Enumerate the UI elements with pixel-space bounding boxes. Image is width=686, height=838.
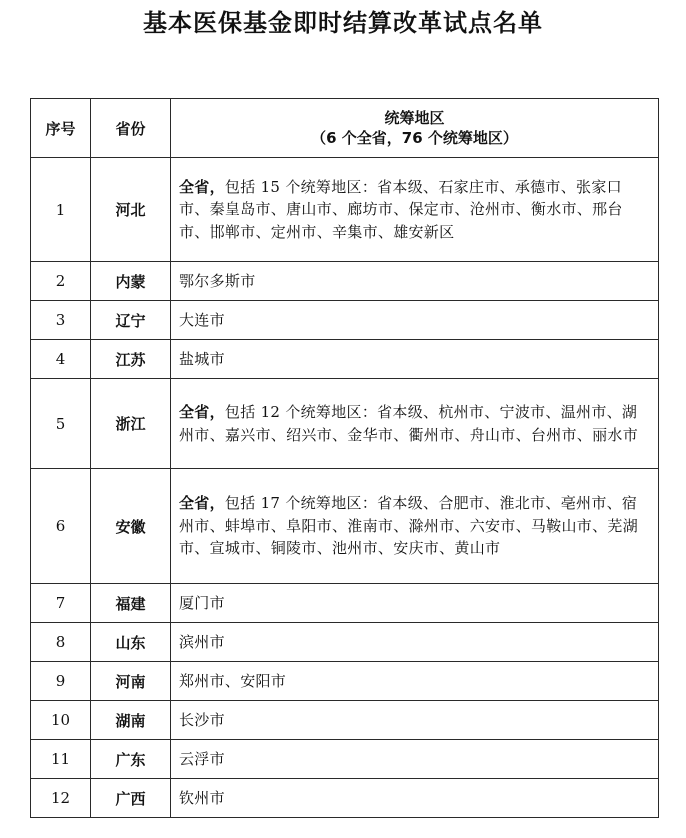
table-row — [31, 701, 659, 740]
header-area — [171, 99, 659, 158]
row-area-list: 鄂尔多斯市 — [179, 271, 256, 290]
row-areas — [171, 701, 659, 740]
table-row — [31, 262, 659, 301]
row-area-list: 包括 17 个统筹地区：省本级、合肥市、淮北市、亳州市、宿州市、蚌埠市、阜阳市、淮南市、滁州市、六安市、马鞍山市、芜湖市、宣城市、铜陵市、池州市、安庆市、黄山市 — [179, 494, 639, 558]
row-province: 湖南 — [91, 701, 171, 740]
row-index: 9 — [31, 662, 91, 701]
row-areas — [171, 623, 659, 662]
row-areas — [171, 379, 659, 469]
row-area-list: 盐城市 — [179, 349, 225, 368]
table-row — [31, 301, 659, 340]
row-area-list: 包括 12 个统筹地区：省本级、杭州市、宁波市、温州市、湖州市、嘉兴市、绍兴市、金华市、衢州市、舟山市、台州市、丽水市 — [179, 403, 639, 444]
row-index: 1 — [31, 158, 91, 262]
row-province: 江苏 — [91, 340, 171, 379]
row-index: 10 — [31, 701, 91, 740]
row-province: 安徽 — [91, 469, 171, 584]
pilot-list-table — [30, 98, 659, 818]
row-area-list: 长沙市 — [179, 710, 225, 729]
row-index: 8 — [31, 623, 91, 662]
row-areas — [171, 301, 659, 340]
row-area-list: 滨州市 — [179, 632, 225, 651]
header-area-title: 统筹地区 — [384, 109, 445, 127]
row-areas — [171, 262, 659, 301]
table-row — [31, 340, 659, 379]
row-province: 浙江 — [91, 379, 171, 469]
table-row — [31, 379, 659, 469]
row-index: 7 — [31, 584, 91, 623]
row-index: 5 — [31, 379, 91, 469]
row-area-lead: 全省， — [179, 177, 225, 196]
row-province: 内蒙 — [91, 262, 171, 301]
row-index: 2 — [31, 262, 91, 301]
row-index: 11 — [31, 740, 91, 779]
header-province: 省份 — [91, 99, 171, 158]
row-province: 辽宁 — [91, 301, 171, 340]
row-province: 河南 — [91, 662, 171, 701]
row-index: 3 — [31, 301, 91, 340]
header-area-subtitle: （6 个全省，76 个统筹地区） — [311, 129, 518, 147]
row-province: 山东 — [91, 623, 171, 662]
page-title: 基本医保基金即时结算改革试点名单 — [143, 9, 543, 37]
row-province: 广西 — [91, 779, 171, 818]
table-body — [31, 158, 659, 818]
row-area-list: 云浮市 — [179, 749, 225, 768]
table-header-row — [31, 99, 659, 158]
table-row — [31, 584, 659, 623]
table-row — [31, 623, 659, 662]
row-index: 12 — [31, 779, 91, 818]
row-province: 广东 — [91, 740, 171, 779]
row-province: 河北 — [91, 158, 171, 262]
row-area-list: 包括 15 个统筹地区：省本级、石家庄市、承德市、张家口市、秦皇岛市、唐山市、廊坊市、保定市、沧州市、衡水市、邢台市、邯郸市、定州市、辛集市、雄安新区 — [179, 177, 623, 241]
row-areas — [171, 740, 659, 779]
row-area-lead: 全省， — [179, 494, 225, 513]
row-area-lead: 全省， — [179, 403, 225, 421]
row-area-list: 郑州市、安阳市 — [179, 671, 287, 690]
row-area-list: 大连市 — [179, 310, 225, 329]
table-row — [31, 158, 659, 262]
row-index: 4 — [31, 340, 91, 379]
row-areas — [171, 158, 659, 262]
pilot-list-table-wrapper — [30, 98, 658, 818]
table-row — [31, 740, 659, 779]
table-row — [31, 469, 659, 584]
row-areas — [171, 779, 659, 818]
row-area-list: 厦门市 — [179, 593, 225, 612]
row-province: 福建 — [91, 584, 171, 623]
row-areas — [171, 584, 659, 623]
row-area-list: 钦州市 — [179, 788, 225, 807]
row-areas — [171, 469, 659, 584]
table-row — [31, 662, 659, 701]
row-index: 6 — [31, 469, 91, 584]
table-row — [31, 779, 659, 818]
header-index: 序号 — [31, 99, 91, 158]
row-areas — [171, 340, 659, 379]
row-areas — [171, 662, 659, 701]
